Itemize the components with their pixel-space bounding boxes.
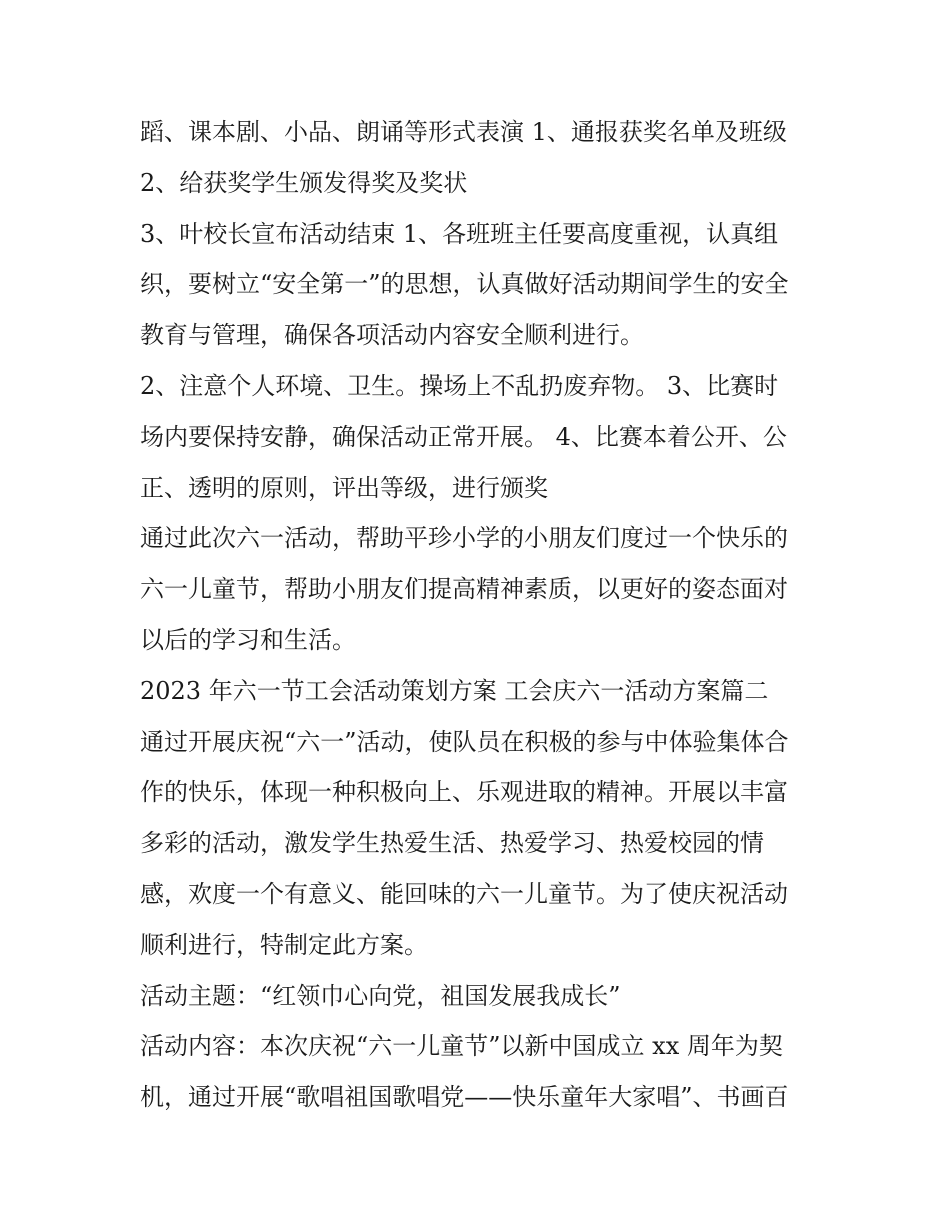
text-line: 正、透明的原则，评出等级，进行颁奖: [140, 473, 548, 502]
text-line: 以后的学习和生活。: [140, 625, 356, 654]
text-line: 活动内容：本次庆祝“六一儿童节”以新中国成立 xx 周年为契: [140, 1032, 783, 1061]
text-line: 感，欢度一个有意义、能回味的六一儿童节。为了使庆祝活动: [140, 879, 788, 908]
text-line: 多彩的活动，激发学生热爱生活、热爱学习、热爱校园的情: [140, 829, 764, 858]
text-line: 六一儿童节，帮助小朋友们提高精神素质，以更好的姿态面对: [140, 575, 788, 604]
text-line: 教育与管理，确保各项活动内容安全顺利进行。: [140, 321, 644, 350]
text-line: 顺利进行，特制定此方案。: [140, 930, 428, 959]
text-line: 2、给获奖学生颁发得奖及奖状: [140, 168, 468, 197]
text-line: 蹈、课本剧、小品、朗诵等形式表演 1、通报获奖名单及班级: [140, 118, 787, 146]
text-line: 场内要保持安静，确保活动正常开展。 4、比赛本着公开、公: [140, 422, 787, 451]
text-line: 机，通过开展“歌唱祖国歌唱党——快乐童年大家唱”、书画百: [140, 1083, 789, 1112]
text-line: 织，要树立“安全第一”的思想，认真做好活动期间学生的安全: [140, 270, 789, 299]
text-line: 3、叶校长宣布活动结束 1、各班班主任要高度重视，认真组: [140, 219, 779, 248]
text-line: 2、注意个人环境、卫生。操场上不乱扔废弃物。 3、比赛时: [140, 371, 779, 400]
text-line: 通过此次六一活动，帮助平珍小学的小朋友们度过一个快乐的: [140, 524, 788, 553]
document-body: [140, 107, 820, 1123]
section-heading: 2023 年六一节工会活动策划方案 工会庆六一活动方案篇二: [140, 676, 769, 705]
text-line: 作的快乐，体现一种积极向上、乐观进取的精神。开展以丰富: [140, 778, 788, 807]
text-line: 活动主题：“红领巾心向党，祖国发展我成长”: [140, 981, 621, 1010]
text-line: 通过开展庆祝“六一”活动，使队员在积极的参与中体验集体合: [140, 727, 789, 756]
